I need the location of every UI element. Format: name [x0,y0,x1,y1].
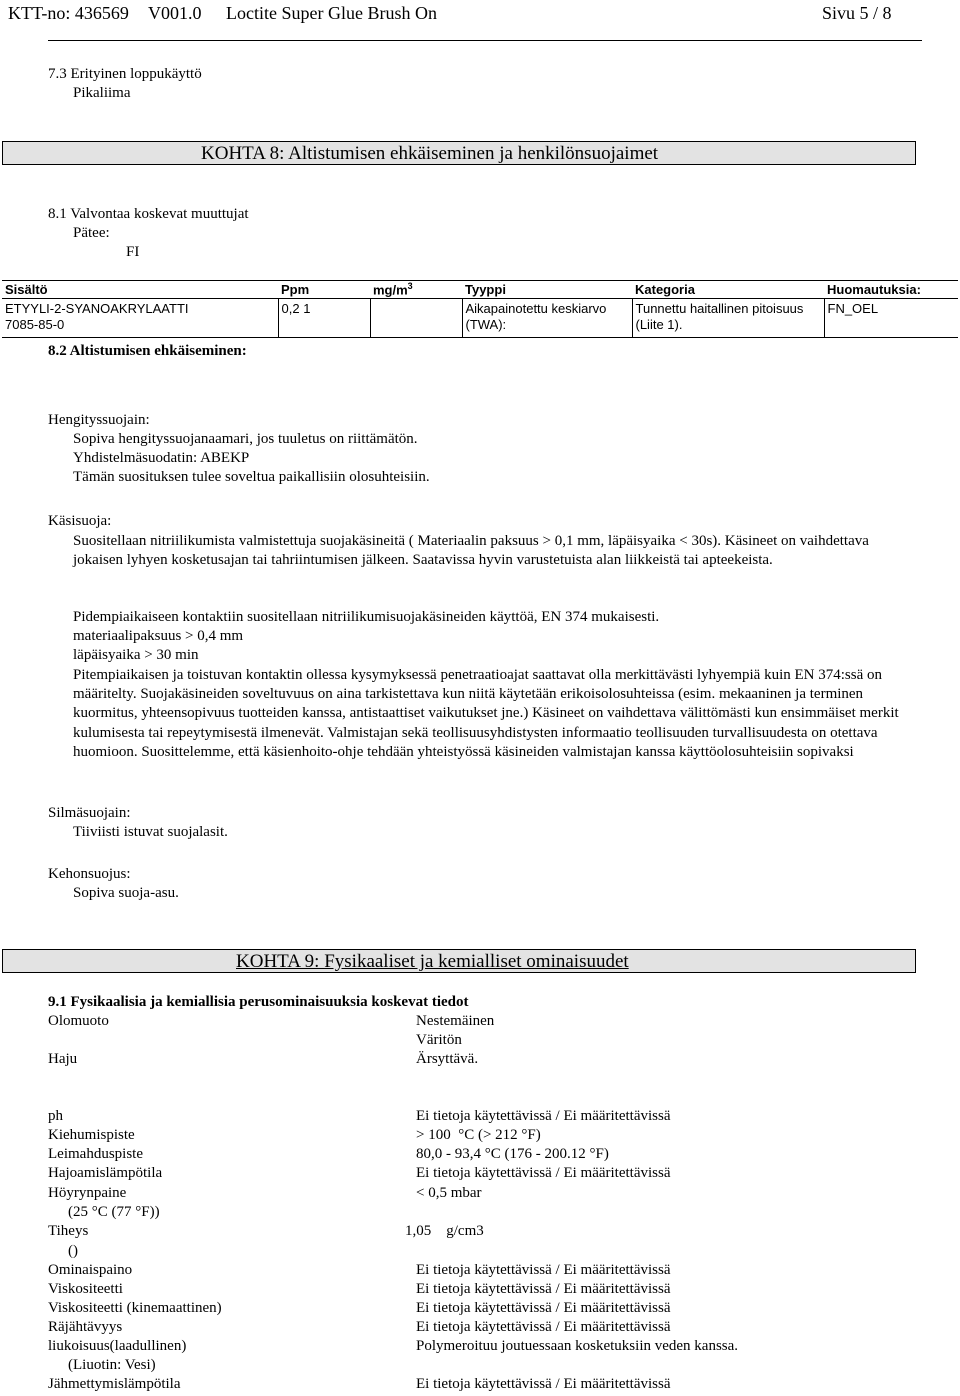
s7-3-title: 7.3 Erityinen loppukäyttö [48,66,202,82]
property-label: Tiheys [48,1223,89,1239]
hand-paragraph-1: Suositellaan nitriilikumista valmistettuja suojakäsineitä ( Materiaalin paksuus > 0,1 mm, läpäisyaika < 30s). Käsineet on vaihdettava jokaisen lyhyen kosketusajan tai tahriintumisen jälkeen. Saatavissa hyvin varustetuista alan liikkeistä tai apteekeista. [73,533,869,569]
section-9-bar [2,949,916,973]
ppm-value: 0,2 [281,301,300,316]
property-value: 1,05 g/cm3 [405,1223,484,1239]
property-label: (25 °C (77 °F)) [68,1204,160,1220]
property-label: () [68,1243,78,1259]
property-label: Hajoamislämpötila [48,1165,163,1181]
category-line2: (Liite 1). [635,317,683,332]
property-label: Jähmettymislämpötila [48,1376,181,1392]
header-ktt: KTT-no: 436569 [8,3,129,23]
property-label: liukoisuus(laadullinen) [48,1338,187,1354]
property-label: Kiehumispiste [48,1127,135,1143]
property-value: < 0,5 mbar [416,1185,482,1201]
header-rule [48,40,922,41]
header-version: V001.0 [148,3,202,23]
col-header-remarks: Huomautuksia: [824,281,958,299]
property-label: Viskositeetti (kinemaattinen) [48,1300,222,1316]
property-label: Haju [48,1051,78,1067]
header-product: Loctite Super Glue Brush On [226,3,437,23]
cell-mgm3 [370,299,462,338]
s7-3-value: Pikaliima [73,85,131,101]
property-value: Ei tietoja käytettävissä / Ei määritettävissä [416,1281,671,1297]
property-label: Ominaispaino [48,1262,133,1278]
property-value: 80,0 - 93,4 °C (176 - 200.12 °F) [416,1146,609,1162]
cell-substance [2,299,278,338]
property-value: Polymeroituu joutuessaan kosketuksiin veden kanssa. [416,1338,739,1354]
table-header-row [2,281,958,299]
property-label: Räjähtävyys [48,1319,123,1335]
eye-value: Tiiviisti istuvat suojalasit. [73,824,228,840]
body-value: Sopiva suoja-asu. [73,885,179,901]
eye-label: Silmäsuojain: [48,805,131,821]
s8-2-title: 8.2 Altistumisen ehkäiseminen: [48,343,247,359]
property-label: Viskositeetti [48,1281,123,1297]
table-row [2,299,958,338]
hand-p2-line2: materiaalipaksuus > 0,4 mm [73,628,244,644]
property-label: ph [48,1108,63,1124]
property-value: Ei tietoja käytettävissä / Ei määritettävissä [416,1262,671,1278]
hand-p2-line3: läpäisyaika > 30 min [73,647,199,663]
mgm3-sup: 3 [407,281,413,292]
substance-cas: 7085-85-0 [5,317,65,332]
property-value: Ärsyttävä. [416,1051,479,1067]
hand-label: Käsisuoja: [48,513,112,529]
property-value: Ei tietoja käytettävissä / Ei määritettävissä [416,1108,671,1124]
property-value: > 100 °C (> 212 °F) [416,1127,541,1143]
property-label: (Liuotin: Vesi) [68,1357,156,1373]
cell-remarks: FN_OEL [824,299,958,338]
property-value: Väritön [416,1032,462,1048]
property-value: Nestemäinen [416,1013,495,1029]
property-label: Leimahduspiste [48,1146,143,1162]
section-9-title: KOHTA 9: Fysikaaliset ja kemialliset ominaisuudet [236,951,629,972]
hand-p2-line1: Pidempiaikaiseen kontaktiin suositellaan nitriilikumisuojakäsineiden käyttöä, EN 374 mukaisesti. [73,609,660,625]
col-header-ppm: Ppm [278,281,370,299]
property-value: Ei tietoja käytettävissä / Ei määritettävissä [416,1300,671,1316]
col-header-mgm3 [370,281,462,299]
resp-label: Hengityssuojain: [48,412,150,428]
property-label: Höyrynpaine [48,1185,127,1201]
resp-line-3: Tämän suosituksen tulee soveltua paikallisiin olosuhteisiin. [73,469,430,485]
section-8-bar [2,141,916,165]
property-value: Ei tietoja käytettävissä / Ei määritettävissä [416,1376,671,1392]
mgm3-label: mg/m [373,282,408,298]
cell-type [462,299,632,338]
property-value: Ei tietoja käytettävissä / Ei määritettävissä [416,1165,671,1181]
resp-line-1: Sopiva hengityssuojanaamari, jos tuuletus on riittämätön. [73,431,418,447]
applies-label: Pätee: [73,225,110,241]
header-page: Sivu 5 / 8 [822,3,892,23]
exposure-limits-table [2,280,958,338]
ppm-ref: 1 [303,301,311,316]
property-value: Ei tietoja käytettävissä / Ei määritettävissä [416,1319,671,1335]
property-label: Olomuoto [48,1013,109,1029]
type-line1: Aikapainotettu keskiarvo [465,301,607,316]
s8-1-title: 8.1 Valvontaa koskevat muuttujat [48,206,249,222]
cell-ppm [278,299,370,338]
resp-line-2: Yhdistelmäsuodatin: ABEKP [73,450,250,466]
col-header-category: Kategoria [632,281,824,299]
body-label: Kehonsuojus: [48,866,131,882]
hand-paragraph-2: Pitempiaikaisen ja toistuvan kontaktin ollessa kysymyksessä penetraatioajat saattavat olla merkittävästi lyhyempiä kuin EN 374:ssä on määritelty. Suojakäsineiden soveltuvuus on aina tarkistettava kun niitä käytetään erikoisolosuhteissa (esim. mekaaninen ja terminen kuormitus, yhteensopivuus tuotteiden kanssa, antistaattiset vaikutukset jne.) Käsineet on vaihdettava välittömästi kun ensimmäiset merkit kulumisesta tai repeytymisestä ilmenevät. Valmistajan sekä teollisuusyhdistysten informaatio teollisuuden turvallisuudesta on otettava huomioon. Suosittelemme, että käsienhoito-ohje tehdään yhteistyössä käsineiden valmistajan kanssa käyttöolosuhteisiin sopivaksi [73,667,899,760]
section-8-title: KOHTA 8: Altistumisen ehkäiseminen ja henkilönsuojaimet [201,143,659,164]
col-header-content: Sisältö [2,281,278,299]
col-header-type: Tyyppi [462,281,632,299]
applies-value: FI [126,244,140,260]
substance-name: ETYYLI-2-SYANOAKRYLAATTI [5,301,189,316]
type-line2: (TWA): [465,317,507,332]
cell-category [632,299,824,338]
s9-1-title: 9.1 Fysikaalisia ja kemiallisia perusominaisuuksia koskevat tiedot [48,994,469,1010]
category-line1: Tunnettu haitallinen pitoisuus [635,301,804,316]
